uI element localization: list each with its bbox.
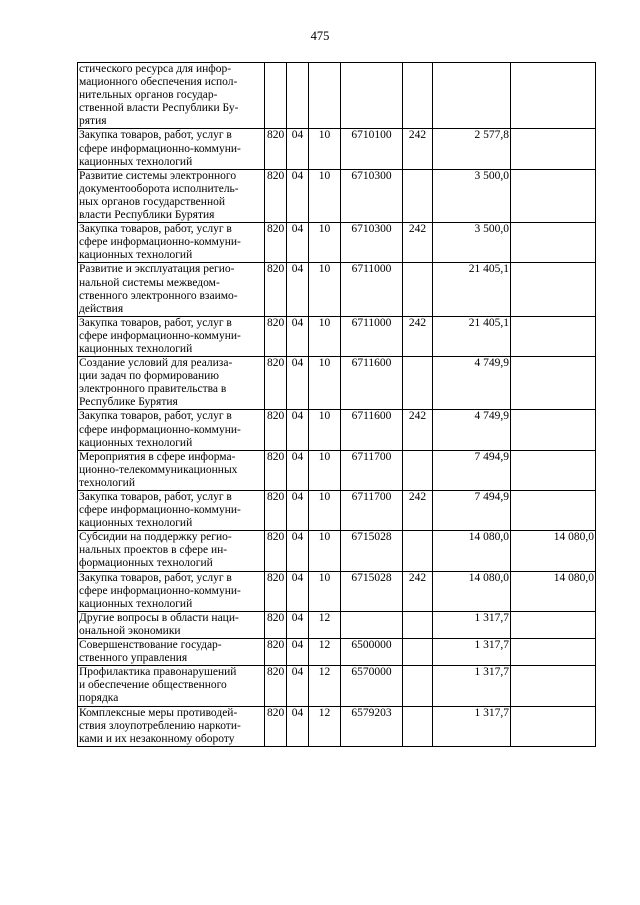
item-name: Закупка товаров, работ, услуг в сфере информационно-коммуни- кационных технологий <box>78 491 265 531</box>
subsection-code <box>309 63 341 129</box>
expense-type-code <box>403 63 433 129</box>
article-code: 6711700 <box>341 491 403 531</box>
item-name: Развитие и эксплуатация регио- нальной системы межведом- ственного электронного взаимо- действия <box>78 263 265 316</box>
article-code: 6711600 <box>341 357 403 410</box>
subvention-cell <box>511 169 596 222</box>
item-name: Совершенствование государ- ственного управления <box>78 639 265 666</box>
table-row <box>78 263 596 316</box>
section-code: 04 <box>287 169 309 222</box>
section-code: 04 <box>287 611 309 638</box>
subvention-cell <box>511 450 596 490</box>
subsection-code: 10 <box>309 263 341 316</box>
amount-cell: 2 577,8 <box>433 129 511 169</box>
article-code: 6715028 <box>341 531 403 571</box>
ministry-code <box>265 63 287 129</box>
subvention-cell <box>511 491 596 531</box>
article-code <box>341 611 403 638</box>
item-name: Комплексные меры противодей- ствия злоупотреблению наркоти- ками и их незаконному обороту <box>78 706 265 746</box>
subsection-code: 10 <box>309 450 341 490</box>
subvention-cell: 14 080,0 <box>511 571 596 611</box>
section-code: 04 <box>287 491 309 531</box>
subsection-code: 12 <box>309 639 341 666</box>
amount-cell: 7 494,9 <box>433 450 511 490</box>
subvention-cell <box>511 263 596 316</box>
ministry-code: 820 <box>265 410 287 450</box>
item-name: Закупка товаров, работ, услуг в сфере информационно-коммуни- кационных технологий <box>78 410 265 450</box>
expense-type-code: 242 <box>403 223 433 263</box>
amount-cell: 3 500,0 <box>433 223 511 263</box>
item-name: Развитие системы электронного документооборота исполнитель- ных органов государственной власти Республики Бурятия <box>78 169 265 222</box>
subvention-cell <box>511 129 596 169</box>
amount-cell: 14 080,0 <box>433 571 511 611</box>
table-row <box>78 639 596 666</box>
table-row <box>78 666 596 706</box>
amount-cell: 14 080,0 <box>433 531 511 571</box>
article-code: 6579203 <box>341 706 403 746</box>
ministry-code: 820 <box>265 571 287 611</box>
section-code: 04 <box>287 129 309 169</box>
subvention-cell <box>511 410 596 450</box>
expense-type-code <box>403 666 433 706</box>
subvention-cell <box>511 316 596 356</box>
ministry-code: 820 <box>265 223 287 263</box>
ministry-code: 820 <box>265 611 287 638</box>
subvention-cell <box>511 63 596 129</box>
subvention-cell <box>511 357 596 410</box>
table-row <box>78 63 596 129</box>
amount-cell: 4 749,9 <box>433 410 511 450</box>
table-row <box>78 491 596 531</box>
amount-cell: 7 494,9 <box>433 491 511 531</box>
subsection-code: 10 <box>309 316 341 356</box>
item-name: Закупка товаров, работ, услуг в сфере информационно-коммуни- кационных технологий <box>78 223 265 263</box>
article-code: 6715028 <box>341 571 403 611</box>
section-code: 04 <box>287 316 309 356</box>
item-name: Другие вопросы в области наци- ональной экономики <box>78 611 265 638</box>
expense-type-code <box>403 263 433 316</box>
table-row <box>78 410 596 450</box>
item-name: Закупка товаров, работ, услуг в сфере информационно-коммуни- кационных технологий <box>78 316 265 356</box>
expense-type-code <box>403 169 433 222</box>
item-name: Профилактика правонарушений и обеспечение общественного порядка <box>78 666 265 706</box>
table-row <box>78 450 596 490</box>
expense-type-code <box>403 611 433 638</box>
subsection-code: 10 <box>309 223 341 263</box>
ministry-code: 820 <box>265 639 287 666</box>
amount-cell: 21 405,1 <box>433 316 511 356</box>
subsection-code: 12 <box>309 666 341 706</box>
expense-type-code <box>403 706 433 746</box>
section-code <box>287 63 309 129</box>
ministry-code: 820 <box>265 129 287 169</box>
subvention-cell <box>511 223 596 263</box>
subvention-cell: 14 080,0 <box>511 531 596 571</box>
amount-cell: 1 317,7 <box>433 666 511 706</box>
item-name: Мероприятия в сфере информа- ционно-телекоммуникационных технологий <box>78 450 265 490</box>
ministry-code: 820 <box>265 357 287 410</box>
amount-cell: 1 317,7 <box>433 639 511 666</box>
subsection-code: 12 <box>309 611 341 638</box>
article-code: 6500000 <box>341 639 403 666</box>
page-number: 475 <box>310 29 330 43</box>
subsection-code: 10 <box>309 169 341 222</box>
expense-type-code: 242 <box>403 410 433 450</box>
ministry-code: 820 <box>265 706 287 746</box>
section-code: 04 <box>287 571 309 611</box>
article-code: 6711600 <box>341 410 403 450</box>
article-code: 6710300 <box>341 169 403 222</box>
table-row <box>78 169 596 222</box>
amount-cell: 1 317,7 <box>433 706 511 746</box>
section-code: 04 <box>287 531 309 571</box>
table-row <box>78 571 596 611</box>
ministry-code: 820 <box>265 169 287 222</box>
article-code: 6570000 <box>341 666 403 706</box>
item-name: Субсидии на поддержку регио- нальных проектов в сфере ин- формационных технологий <box>78 531 265 571</box>
subvention-cell <box>511 639 596 666</box>
table-row <box>78 223 596 263</box>
expense-type-code <box>403 450 433 490</box>
amount-cell: 1 317,7 <box>433 611 511 638</box>
section-code: 04 <box>287 223 309 263</box>
budget-table <box>77 62 596 747</box>
amount-cell <box>433 63 511 129</box>
subsection-code: 10 <box>309 129 341 169</box>
article-code: 6710100 <box>341 129 403 169</box>
subsection-code: 12 <box>309 706 341 746</box>
article-code: 6711000 <box>341 263 403 316</box>
ministry-code: 820 <box>265 450 287 490</box>
article-code: 6711700 <box>341 450 403 490</box>
table-row <box>78 531 596 571</box>
expense-type-code: 242 <box>403 571 433 611</box>
expense-type-code: 242 <box>403 129 433 169</box>
expense-type-code <box>403 639 433 666</box>
subvention-cell <box>511 611 596 638</box>
section-code: 04 <box>287 706 309 746</box>
ministry-code: 820 <box>265 263 287 316</box>
section-code: 04 <box>287 666 309 706</box>
ministry-code: 820 <box>265 666 287 706</box>
section-code: 04 <box>287 357 309 410</box>
subsection-code: 10 <box>309 571 341 611</box>
article-code: 6711000 <box>341 316 403 356</box>
ministry-code: 820 <box>265 491 287 531</box>
table-row <box>78 129 596 169</box>
subsection-code: 10 <box>309 357 341 410</box>
expense-type-code: 242 <box>403 491 433 531</box>
item-name: Закупка товаров, работ, услуг в сфере информационно-коммуни- кационных технологий <box>78 129 265 169</box>
subsection-code: 10 <box>309 491 341 531</box>
subvention-cell <box>511 706 596 746</box>
article-code <box>341 63 403 129</box>
table-row <box>78 357 596 410</box>
ministry-code: 820 <box>265 531 287 571</box>
amount-cell: 3 500,0 <box>433 169 511 222</box>
expense-type-code <box>403 531 433 571</box>
article-code: 6710300 <box>341 223 403 263</box>
item-name: Закупка товаров, работ, услуг в сфере информационно-коммуни- кационных технологий <box>78 571 265 611</box>
item-name: стического ресурса для инфор- мационного обеспечения испол- нительных органов государ- ственной власти Республики Бу- рятия <box>78 63 265 129</box>
subsection-code: 10 <box>309 531 341 571</box>
amount-cell: 21 405,1 <box>433 263 511 316</box>
table-row <box>78 611 596 638</box>
section-code: 04 <box>287 450 309 490</box>
expense-type-code: 242 <box>403 316 433 356</box>
section-code: 04 <box>287 410 309 450</box>
ministry-code: 820 <box>265 316 287 356</box>
subvention-cell <box>511 666 596 706</box>
amount-cell: 4 749,9 <box>433 357 511 410</box>
section-code: 04 <box>287 639 309 666</box>
item-name: Создание условий для реализа- ции задач по формированию электронного правительства в Республике Бурятия <box>78 357 265 410</box>
table-row <box>78 316 596 356</box>
table-row <box>78 706 596 746</box>
subsection-code: 10 <box>309 410 341 450</box>
section-code: 04 <box>287 263 309 316</box>
expense-type-code <box>403 357 433 410</box>
